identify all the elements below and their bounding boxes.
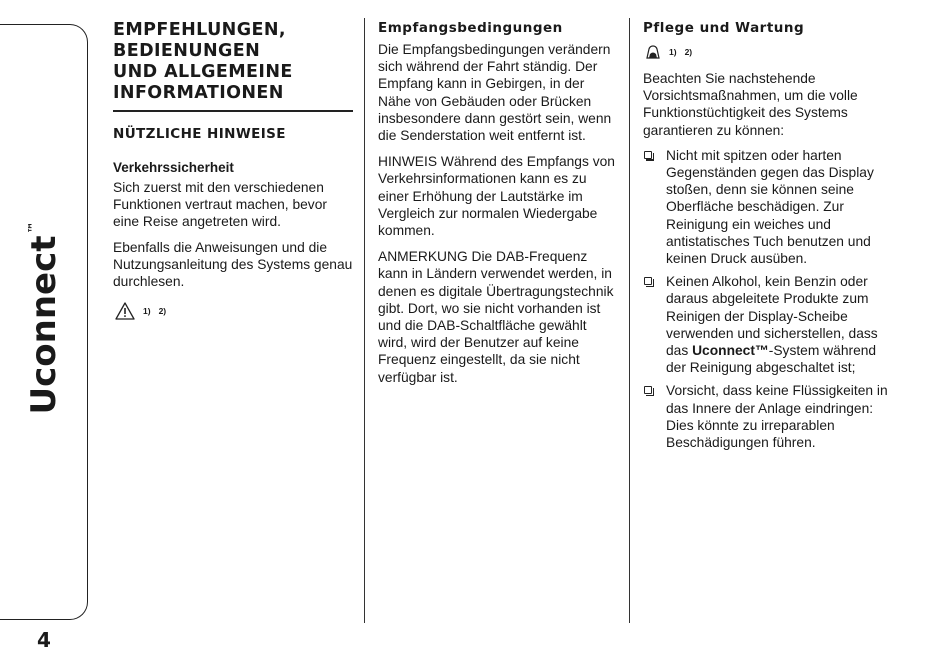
intro-paragraph: Beachten Sie nachstehende Vorsichtsmaßnahmen, um die volle Funktionstüchtigkeit des Systems garantieren zu können: xyxy=(643,71,858,138)
list-item-text: Nicht mit spitzen oder harten Gegenständen gegen das Display stoßen, denn sie können seine Oberfläche beschädigen. Zur Reinigung ein weiches und antistatisches Tuch benutzen und keinen Druck ausüben. xyxy=(666,147,874,267)
chapter-title-text: Uconnect xyxy=(24,235,64,415)
note-paragraph: HINWEIS Während des Empfangs von Verkehrsinformationen kann es zu einer Erhöhung der Lautstärke im Vergleich zur normalen Wiedergabe kommen. xyxy=(378,154,615,239)
paragraph: Ebenfalls die Anweisungen und die Nutzungsanleitung des Systems genau durchlesen. xyxy=(113,239,353,290)
checkbox-bullet-icon xyxy=(644,386,652,394)
list-item xyxy=(643,147,888,267)
brand-name: Uconnect™ xyxy=(692,343,769,359)
list-item-text: -System während der Reinigung abgeschaltet ist; xyxy=(666,343,877,376)
footnote-ref[interactable]: 2) xyxy=(684,47,693,57)
main-heading-line: INFORMATIONEN xyxy=(113,83,284,103)
precautions-list xyxy=(643,147,888,451)
reception-heading: Empfangsbedingungen xyxy=(378,20,563,36)
paragraph: Die Empfangsbedingungen verändern sich während der Fahrt ständig. Der Empfang kann in Gebirgen, in der Nähe von Gebäuden oder Brücken insbesondere dann gestört sein, wenn die Senderstation weit entfernt ist. xyxy=(378,42,612,144)
footnote-refs xyxy=(645,44,888,60)
column-reception xyxy=(378,14,618,395)
column-divider xyxy=(629,18,630,623)
cleaning-hand-icon xyxy=(645,44,661,60)
chapter-title xyxy=(24,222,64,415)
checkbox-bullet-icon xyxy=(644,277,652,285)
footnote-ref[interactable]: 2) xyxy=(158,306,167,317)
column-care xyxy=(643,14,888,457)
column-divider xyxy=(364,18,365,623)
list-item xyxy=(643,273,888,376)
main-heading-line: EMPFEHLUNGEN, xyxy=(113,20,286,40)
footnote-refs xyxy=(115,302,353,320)
footnote-ref[interactable]: 1) xyxy=(143,306,151,317)
page-number: 4 xyxy=(37,628,51,652)
main-heading-line: UND ALLGEMEINE xyxy=(113,62,293,82)
warning-icon xyxy=(115,302,135,320)
list-item-text: Keinen Alkohol, kein Benzin oder daraus abgeleitete Produkte zum Reinigen der Display-Scheibe verwenden und sicherstellen, dass das xyxy=(666,274,878,359)
footnote-ref[interactable]: 1) xyxy=(669,47,677,57)
list-item xyxy=(643,382,888,451)
checkbox-bullet-icon xyxy=(644,151,652,159)
list-item-text: Vorsicht, dass keine Flüssigkeiten in das Innere der Anlage eindringen: Dies könnte zu irreparablen Beschädigungen führen. xyxy=(666,383,888,451)
main-heading-line: BEDIENUNGEN xyxy=(113,41,261,61)
column-general-info xyxy=(113,14,353,330)
traffic-safety-title: Verkehrssicherheit xyxy=(113,160,234,175)
paragraph: Sich zuerst mit den verschiedenen Funktionen vertraut machen, bevor eine Reise angetreten wird. xyxy=(113,180,327,230)
useful-tips-heading: NÜTZLICHE HINWEISE xyxy=(113,126,286,142)
care-heading: Pflege und Wartung xyxy=(643,20,805,36)
trademark-symbol: ™ xyxy=(26,221,40,234)
remark-paragraph: ANMERKUNG Die DAB-Frequenz kann in Ländern verwendet werden, in denen es digitale Übertragungstechnik gibt. Dort, wo sie nicht vorhanden ist und die DAB-Schaltfläche gewählt wird, wird der Benutzer auf keine Frequenz eingestellt, da sie nicht verfügbar ist. xyxy=(378,249,614,385)
main-heading xyxy=(113,20,353,112)
